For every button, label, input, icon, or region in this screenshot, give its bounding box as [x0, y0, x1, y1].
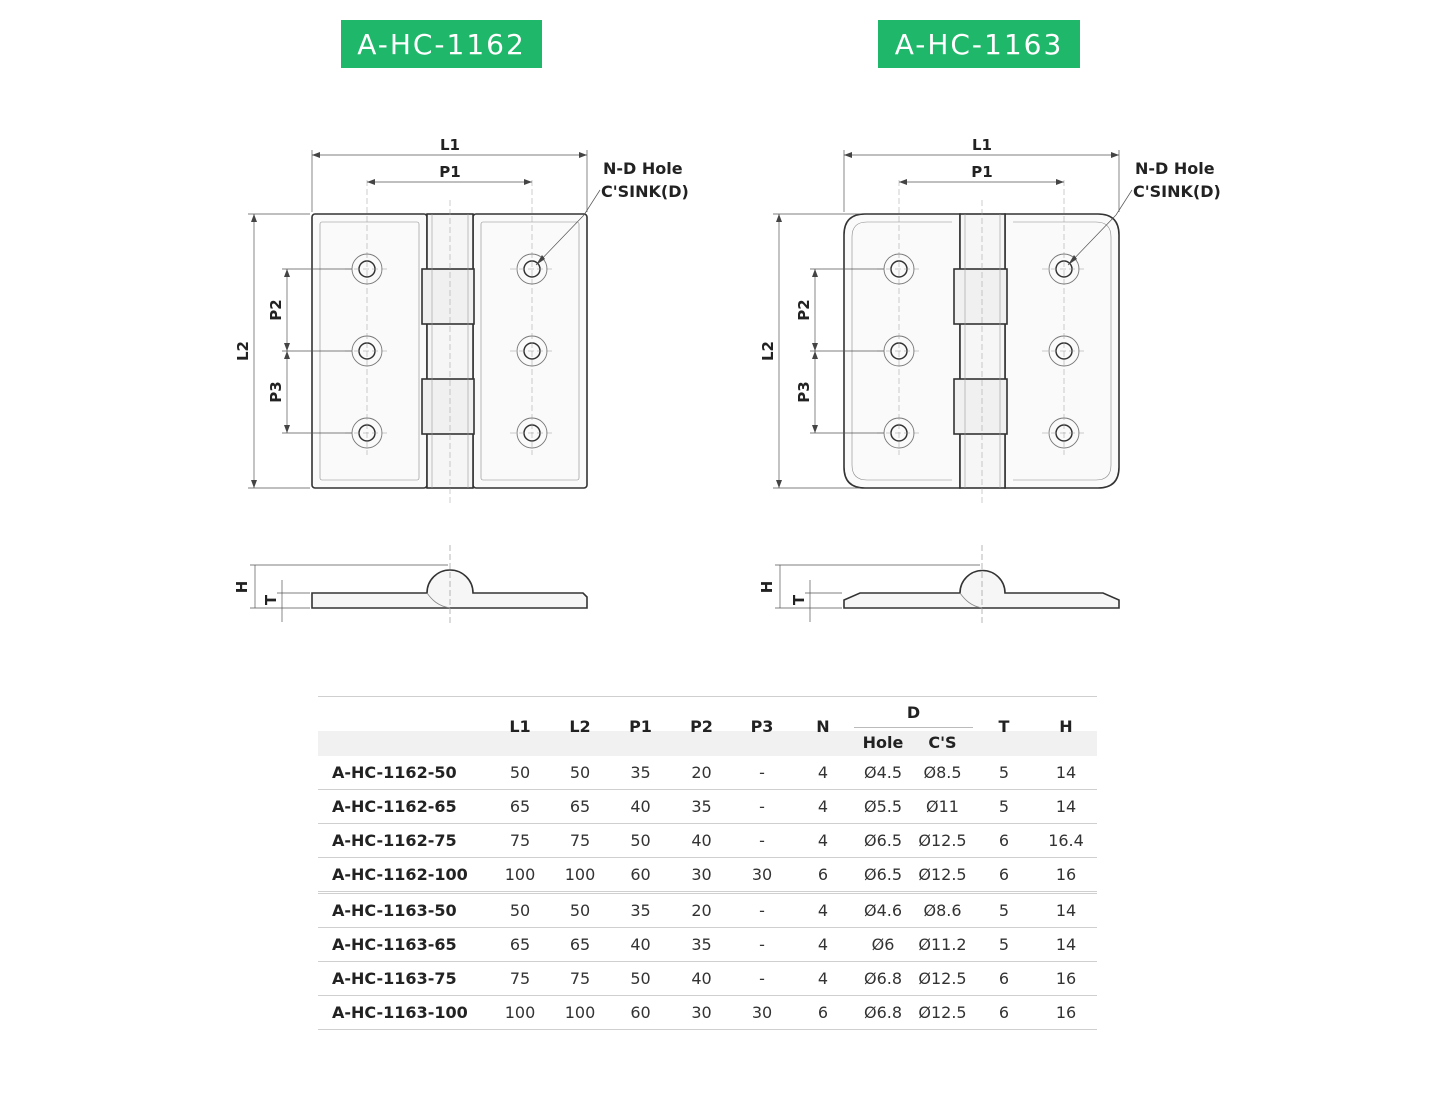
label-p3-left: P3 [267, 381, 285, 403]
cell-n: 4 [792, 962, 854, 996]
cell-l2: 65 [550, 790, 610, 824]
header-model [318, 697, 490, 757]
table-row [318, 996, 1097, 1030]
label-h-right: H [758, 580, 776, 594]
cell-hole: Ø6.8 [854, 996, 912, 1030]
cell-p1: 60 [610, 858, 671, 893]
header-p1: P1 [610, 697, 671, 757]
cell-p3: - [732, 962, 792, 996]
cell-l1: 65 [490, 790, 550, 824]
table-header [318, 697, 1097, 757]
cell-p3: - [732, 928, 792, 962]
label-t-left: T [262, 594, 280, 606]
cell-n: 4 [792, 824, 854, 858]
cell-p3: 30 [732, 858, 792, 893]
label-l1-right: L1 [972, 136, 992, 154]
header-d: D [854, 697, 973, 728]
cell-p1: 40 [610, 928, 671, 962]
label-l2-right: L2 [759, 341, 777, 361]
cell-n: 4 [792, 790, 854, 824]
label-p1-right: P1 [971, 163, 993, 181]
header-n: N [792, 697, 854, 757]
cell-h: 14 [1035, 928, 1097, 962]
cell-hole: Ø5.5 [854, 790, 912, 824]
hinge-1163-side-dimensions [775, 545, 982, 625]
cell-model: A-HC-1163-50 [318, 893, 490, 928]
spec-table [318, 696, 1097, 1030]
table-row [318, 858, 1097, 893]
cell-model: A-HC-1162-50 [318, 756, 490, 790]
label-t-right: T [790, 594, 808, 606]
model-badge-1163: A-HC-1163 [878, 20, 1080, 68]
cell-p2: 35 [671, 790, 732, 824]
cell-p1: 50 [610, 962, 671, 996]
table-row [318, 962, 1097, 996]
cell-cs: Ø12.5 [912, 996, 973, 1030]
cell-n: 4 [792, 756, 854, 790]
cell-p2: 30 [671, 858, 732, 893]
cell-p2: 35 [671, 928, 732, 962]
cell-l1: 100 [490, 996, 550, 1030]
cell-l2: 75 [550, 824, 610, 858]
cell-l2: 100 [550, 996, 610, 1030]
label-h-left: H [233, 580, 251, 594]
table-row [318, 893, 1097, 928]
cell-p2: 40 [671, 962, 732, 996]
cell-l1: 75 [490, 962, 550, 996]
cell-p2: 20 [671, 893, 732, 928]
cell-hole: Ø6 [854, 928, 912, 962]
cell-h: 16 [1035, 962, 1097, 996]
cell-l1: 50 [490, 893, 550, 928]
label-p1-left: P1 [439, 163, 461, 181]
cell-t: 5 [973, 790, 1035, 824]
cell-n: 4 [792, 928, 854, 962]
cell-h: 16 [1035, 996, 1097, 1030]
cell-hole: Ø6.8 [854, 962, 912, 996]
label-l1-left: L1 [440, 136, 460, 154]
label-hole-right: N-D Hole [1135, 159, 1215, 178]
cell-t: 5 [973, 893, 1035, 928]
cell-p1: 40 [610, 790, 671, 824]
cell-t: 6 [973, 824, 1035, 858]
cell-l1: 100 [490, 858, 550, 893]
hinge-1163-side-view [844, 571, 1119, 609]
cell-hole: Ø6.5 [854, 824, 912, 858]
cell-h: 14 [1035, 756, 1097, 790]
cell-hole: Ø4.6 [854, 893, 912, 928]
cell-model: A-HC-1163-65 [318, 928, 490, 962]
cell-cs: Ø11 [912, 790, 973, 824]
header-l1: L1 [490, 697, 550, 757]
cell-cs: Ø12.5 [912, 824, 973, 858]
cell-t: 6 [973, 962, 1035, 996]
cell-model: A-HC-1162-100 [318, 858, 490, 893]
cell-p2: 20 [671, 756, 732, 790]
label-p2-left: P2 [267, 299, 285, 321]
cell-model: A-HC-1163-100 [318, 996, 490, 1030]
cell-l1: 75 [490, 824, 550, 858]
model-badge-1162: A-HC-1162 [341, 20, 542, 68]
cell-cs: Ø12.5 [912, 858, 973, 893]
label-csink-left: C'SINK(D) [601, 182, 689, 201]
cell-hole: Ø4.5 [854, 756, 912, 790]
table-row [318, 756, 1097, 790]
cell-t: 6 [973, 996, 1035, 1030]
cell-p3: - [732, 756, 792, 790]
table-row [318, 928, 1097, 962]
hinge-1162-side-view [312, 570, 587, 608]
cell-l1: 65 [490, 928, 550, 962]
cell-p3: - [732, 790, 792, 824]
cell-l2: 100 [550, 858, 610, 893]
header-p2: P2 [671, 697, 732, 757]
cell-cs: Ø8.5 [912, 756, 973, 790]
label-p3-right: P3 [795, 381, 813, 403]
cell-p1: 50 [610, 824, 671, 858]
cell-t: 5 [973, 928, 1035, 962]
label-csink-right: C'SINK(D) [1133, 182, 1221, 201]
cell-p3: 30 [732, 996, 792, 1030]
cell-cs: Ø11.2 [912, 928, 973, 962]
cell-n: 6 [792, 858, 854, 893]
table-row [318, 824, 1097, 858]
cell-h: 16 [1035, 858, 1097, 893]
label-p2-right: P2 [795, 299, 813, 321]
table-row [318, 790, 1097, 824]
cell-n: 4 [792, 893, 854, 928]
cell-model: A-HC-1162-65 [318, 790, 490, 824]
cell-l2: 50 [550, 756, 610, 790]
cell-h: 16.4 [1035, 824, 1097, 858]
cell-l1: 50 [490, 756, 550, 790]
cell-h: 14 [1035, 790, 1097, 824]
label-l2-left: L2 [234, 341, 252, 361]
cell-p1: 35 [610, 756, 671, 790]
cell-p2: 40 [671, 824, 732, 858]
header-p3: P3 [732, 697, 792, 757]
cell-hole: Ø6.5 [854, 858, 912, 893]
cell-p1: 35 [610, 893, 671, 928]
header-t: T [973, 697, 1035, 757]
cell-l2: 75 [550, 962, 610, 996]
header-d-cs: C'S [928, 732, 957, 752]
header-d-hole: Hole [862, 732, 904, 752]
label-hole-left: N-D Hole [603, 159, 683, 178]
cell-t: 5 [973, 756, 1035, 790]
cell-model: A-HC-1163-75 [318, 962, 490, 996]
cell-p3: - [732, 824, 792, 858]
header-l2: L2 [550, 697, 610, 757]
hinge-1162-side-dimensions [250, 545, 450, 625]
cell-p1: 60 [610, 996, 671, 1030]
cell-p3: - [732, 893, 792, 928]
cell-model: A-HC-1162-75 [318, 824, 490, 858]
cell-t: 6 [973, 858, 1035, 893]
header-h: H [1035, 697, 1097, 757]
cell-cs: Ø12.5 [912, 962, 973, 996]
cell-l2: 50 [550, 893, 610, 928]
cell-l2: 65 [550, 928, 610, 962]
cell-p2: 30 [671, 996, 732, 1030]
cell-h: 14 [1035, 893, 1097, 928]
cell-cs: Ø8.6 [912, 893, 973, 928]
cell-n: 6 [792, 996, 854, 1030]
